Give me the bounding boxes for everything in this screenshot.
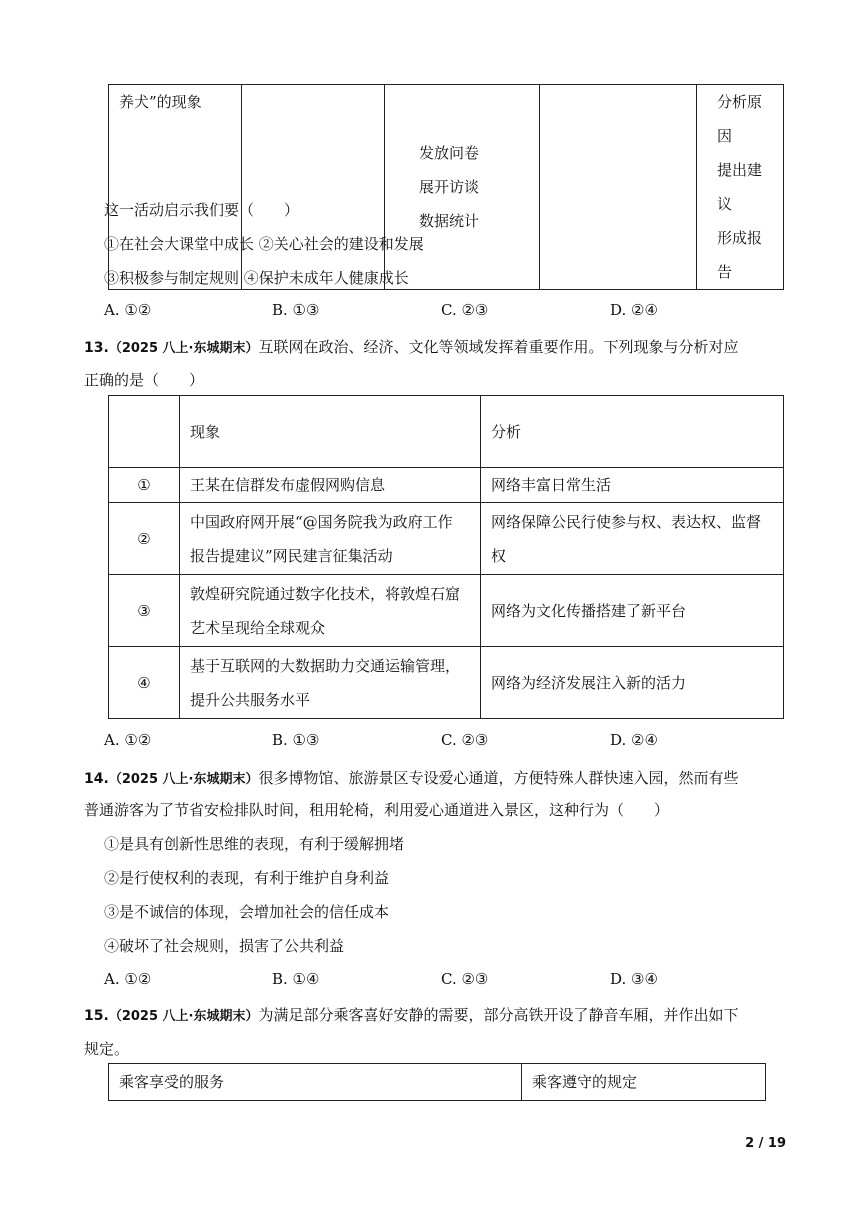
q14-options [104,970,744,994]
option-d[interactable]: D. ②④ [610,301,658,319]
q14-item: ②是行使权利的表现，有利于维护自身利益 [104,869,390,887]
analysis-text: 网络为经济发展注入新的活力 [491,673,687,692]
q13-stem-line2: 正确的是（ ） [84,371,205,389]
option-a[interactable]: A. ①② [104,731,152,749]
analysis-text: 网络丰富日常生活 [491,476,612,494]
q14-item: ④破坏了社会规则，损害了公共利益 [104,937,345,955]
header-analysis: 分析 [481,396,784,468]
option-c[interactable]: C. ②③ [441,970,489,988]
q14-item: ③是不诚信的体现，会增加社会的信任成本 [104,903,390,921]
question-number: 15. [84,1008,109,1024]
method-item: 展开访谈 [419,178,480,196]
q12-item-line: ①在社会大课堂中成长 ②关心社会的建设和发展 [104,235,424,253]
analysis-cell [481,647,784,719]
empty-cell [540,85,697,290]
q12-item-line: ③积极参与制定规则 ④保护未成年人健康成长 [104,269,409,287]
header-phenomenon: 现象 [180,396,481,468]
outcomes-cell [697,85,784,290]
phenomenon-text: 提升公共服务水平 [190,690,311,709]
q13-stem-text: 互联网在政治、经济、文化等领域发挥着重要作用。下列现象与分析对应 [258,338,739,356]
phenomenon-cell [180,575,481,647]
activity-table [108,84,784,290]
option-c[interactable]: C. ②③ [441,301,489,319]
row-number: ② [109,503,180,575]
q14-stem-line2: 普通游客为了节省安检排队时间，租用轮椅，利用爱心通道进入景区，这种行为（ ） [84,801,670,819]
option-b[interactable]: B. ①③ [272,301,320,319]
q15-stem-line2: 规定。 [84,1040,130,1058]
header-services: 乘客享受的服务 [109,1064,522,1101]
q14-stem-text: 很多博物馆、旅游景区专设爱心通道，方便特殊人群快速入园，然而有些 [258,769,739,787]
empty-cell [242,85,385,290]
outcome-item: 提出建议 [717,161,763,213]
row-number: ③ [109,575,180,647]
q15-stem-text: 为满足部分乘客喜好安静的需要，部分高铁开设了静音车厢，并作出如下 [258,1006,739,1024]
analysis-text: 网络保障公民行使参与权、表达权、监督 [491,512,762,531]
q14-stem-line1 [84,767,738,788]
option-d[interactable]: D. ③④ [610,970,658,988]
question-source: （2025 八上·东城期末） [108,772,259,787]
analysis-cell [481,575,784,647]
q12-stem: 这一活动启示我们要（ ） [104,201,300,219]
phenomenon-cell [180,468,481,503]
analysis-cell [481,468,784,503]
option-a[interactable]: A. ①② [104,301,152,319]
question-source: （2025 八上·东城期末） [108,341,259,356]
q14-item: ①是具有创新性思维的表现，有利于缓解拥堵 [104,835,405,853]
activity-topic-cell [109,85,242,290]
option-b[interactable]: B. ①④ [272,970,320,988]
row-number: ④ [109,647,180,719]
question-source: （2025 八上·东城期末） [108,1009,259,1024]
header-rules: 乘客遵守的规定 [522,1064,766,1101]
outcome-item: 形成报告 [717,229,763,281]
option-b[interactable]: B. ①③ [272,731,320,749]
activity-topic: 养犬”的现象 [119,93,202,111]
methods-cell [385,85,540,290]
option-c[interactable]: C. ②③ [441,731,489,749]
row-number: ① [109,468,180,503]
question-number: 14. [84,771,109,787]
method-item: 数据统计 [419,212,480,230]
analysis-text: 网络为文化传播搭建了新平台 [491,601,687,620]
page-number: 2 / 19 [745,1136,786,1151]
q13-stem-line1 [84,336,738,357]
phenomenon-text: 报告提建议”网民建言征集活动 [190,546,393,565]
q15-table [108,1063,766,1101]
question-number: 13. [84,340,109,356]
option-a[interactable]: A. ①② [104,970,152,988]
q12-options [104,301,744,325]
phenomenon-cell [180,647,481,719]
outcome-item: 分析原因 [717,93,763,145]
phenomenon-text: 敦煌研究院通过数字化技术，将敦煌石窟 [190,584,461,603]
q13-options [104,731,744,755]
analysis-cell [481,503,784,575]
phenomenon-text: 艺术呈现给全球观众 [190,618,326,637]
method-item: 发放问卷 [419,144,480,162]
analysis-text: 权 [491,546,507,565]
q15-stem-line1 [84,1004,738,1025]
phenomenon-text: 王某在信群发布虚假网购信息 [190,476,386,494]
q13-table [108,395,784,719]
option-d[interactable]: D. ②④ [610,731,658,749]
phenomenon-text: 中国政府网开展“@国务院我为政府工作 [190,512,453,531]
phenomenon-text: 基于互联网的大数据助力交通运输管理， [190,656,461,675]
phenomenon-cell [180,503,481,575]
header-empty [109,396,180,468]
